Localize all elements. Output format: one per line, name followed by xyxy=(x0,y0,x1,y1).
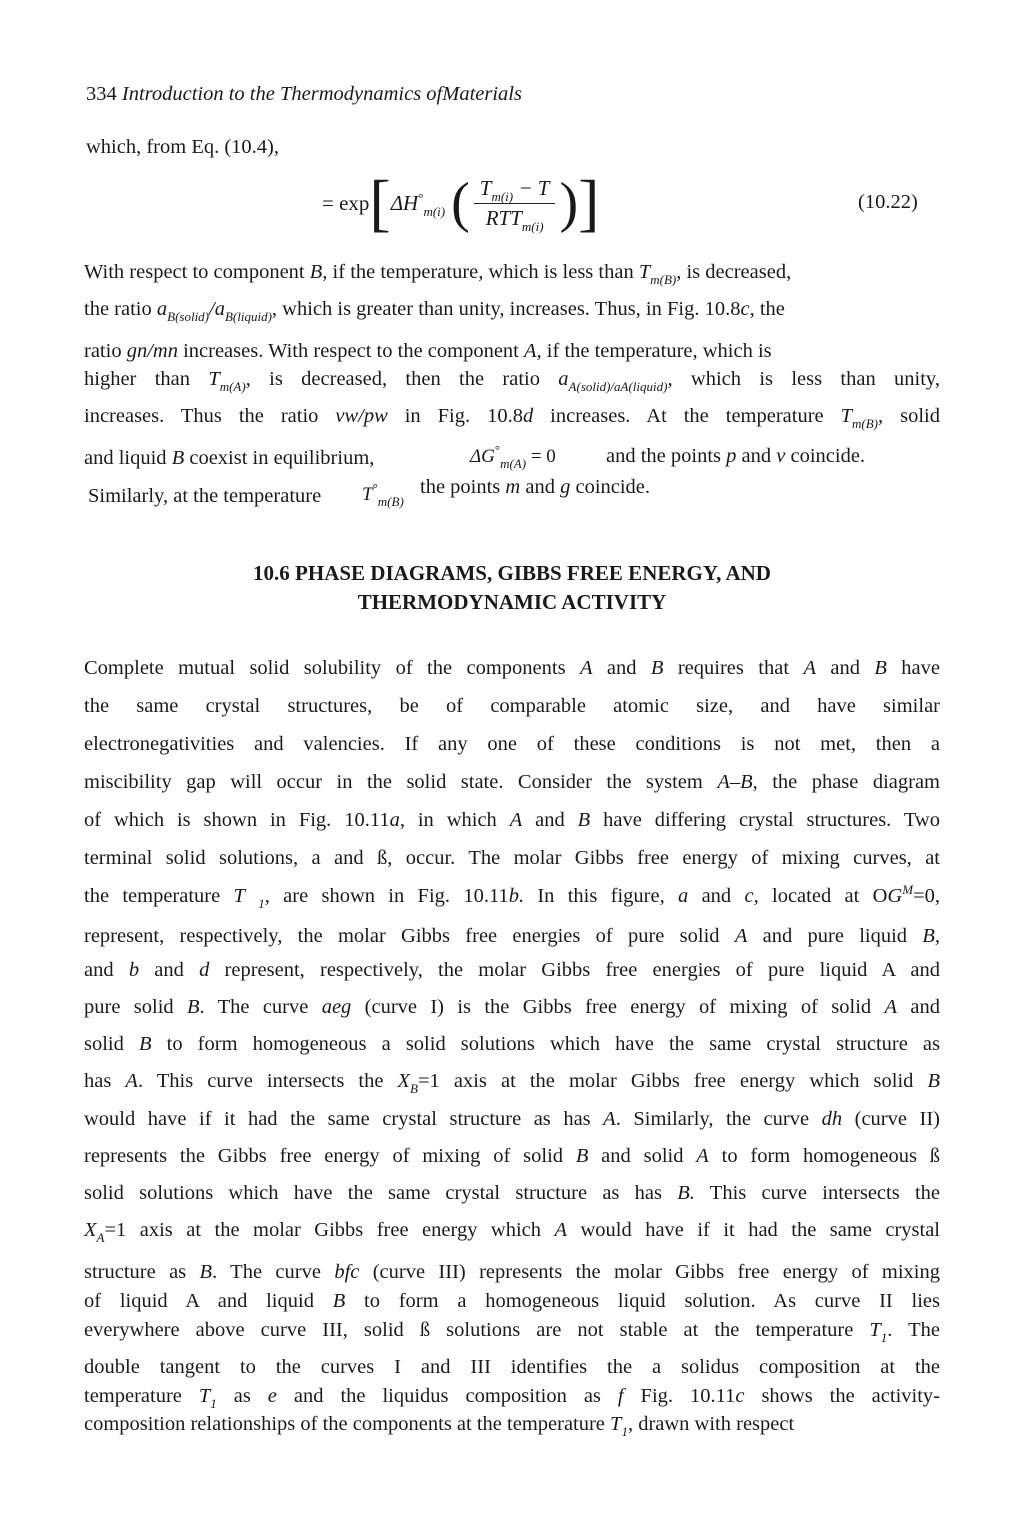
t-mb-symbol: $T^\circ_{m(B)}$ xyxy=(362,480,404,509)
right-paren: ) xyxy=(559,172,579,234)
right-bracket: ] xyxy=(578,167,600,238)
body-line: Complete mutual solid solubility of the components A and B requires that A and B have xyxy=(84,657,941,679)
equation-10-22 xyxy=(322,164,599,242)
body-line: solid B to form homogeneous a solid solutions which have the same crystal structure as xyxy=(84,1033,941,1055)
para1-line5: increases. Thus the ratio vw/pw in Fig. 10.8d increases. At the temperature $T_{m(B)}$, solid xyxy=(84,405,940,431)
para1-line3: ratio gn/mn increases. With respect to the component A, if the temperature, which is xyxy=(84,340,772,362)
body-line: $X_A=1$ axis at the molar Gibbs free energy which A would have if it had the same crystal xyxy=(84,1219,940,1245)
para1-line4: higher than $T_{m(A)}$, is decreased, then the ratio $a_{A(solid)/aA(liquid)}$, which is less than unity, xyxy=(84,368,940,394)
delta-h: $\Delta H^\circ_{m(i)}$ xyxy=(390,189,446,219)
body-line: electronegativities and valencies. If any one of these conditions is not met, then a xyxy=(84,733,940,755)
para1-line1: With respect to component B, if the temperature, which is less than $T_{m(B)}$, is decreased, xyxy=(84,261,792,287)
para1-line6: and liquid B coexist in equilibrium, xyxy=(84,447,375,469)
left-bracket: [ xyxy=(369,167,391,238)
body-line: the temperature T $_1$, are shown in Fig. 10.11b. In this figure, a and c, located at $OG^M=0$, xyxy=(84,882,940,911)
intro-line: which, from Eq. (10.4), xyxy=(86,136,279,158)
body-line: solid solutions which have the same crystal structure as has B. This curve intersects the xyxy=(84,1182,941,1204)
para1-line7: Similarly, at the temperature xyxy=(88,485,322,507)
equation-lhs: = exp xyxy=(322,190,370,215)
body-line: of which is shown in Fig. 10.11a, in which A and B have differing crystal structures. Two xyxy=(84,809,940,831)
body-line: temperature $T_1$ as e and the liquidus composition as f Fig. 10.11c shows the activity- xyxy=(84,1385,940,1411)
body-line: double tangent to the curves I and III identifies the a solidus composition at the xyxy=(84,1356,940,1378)
body-line: represents the Gibbs free energy of mixing of solid B and solid A to form homogeneous ß xyxy=(84,1145,940,1167)
body-line: miscibility gap will occur in the solid state. Consider the system A–B, the phase diagram xyxy=(84,771,940,793)
delta-g-equation: $\Delta G^\circ_{m(A)} = 0$ xyxy=(470,442,556,471)
body-line: would have if it had the same crystal structure as has A. Similarly, the curve dh (curve II) xyxy=(84,1108,940,1130)
body-line: has A. This curve intersects the $X_B=1$ axis at the molar Gibbs free energy which solid B xyxy=(84,1070,940,1096)
para1-line7-end: the points m and g coincide. xyxy=(420,476,651,498)
page-number: 334 xyxy=(86,83,117,105)
fraction xyxy=(474,175,556,234)
equation-number: (10.22) xyxy=(858,191,918,213)
body-line: composition relationships of the components at the temperature $T_1$, drawn with respect xyxy=(84,1413,795,1439)
body-line: and b and d represent, respectively, the molar Gibbs free energies of pure liquid A and xyxy=(84,959,940,981)
book-title: Introduction to the Thermodynamics ofMaterials xyxy=(121,83,522,105)
body-line: terminal solid solutions, a and ß, occur. The molar Gibbs free energy of mixing curves, at xyxy=(84,847,940,869)
body-line: structure as B. The curve bfc (curve III) represents the molar Gibbs free energy of mixing xyxy=(84,1261,941,1283)
denominator: $RTT_{m(i)}$ xyxy=(485,205,544,234)
section-heading-line1: 10.6 PHASE DIAGRAMS, GIBBS FREE ENERGY, AND xyxy=(253,561,771,585)
left-paren: ( xyxy=(451,172,470,234)
section-heading-line2: THERMODYNAMIC ACTIVITY xyxy=(357,590,667,614)
running-header xyxy=(86,84,522,105)
body-line: the same crystal structures, be of comparable atomic size, and have similar xyxy=(84,695,940,717)
body-line: pure solid B. The curve aeg (curve I) is the Gibbs free energy of mixing of solid A and xyxy=(84,996,940,1018)
body-line: represent, respectively, the molar Gibbs free energies of pure solid A and pure liquid B, xyxy=(84,925,940,947)
body-line: everywhere above curve III, solid ß solutions are not stable at the temperature $T_1$. The xyxy=(84,1319,940,1345)
numerator: $T_{m(i)} - T$ xyxy=(474,176,556,204)
para1-line2: the ratio $a_{B(solid)}/a_{B(liquid)}$, which is greater than unity, increases. Thus, in Fig. 10.8c, the xyxy=(84,298,785,324)
para1-line6-end: and the points p and v coincide. xyxy=(606,445,866,467)
body-line: of liquid A and liquid B to form a homogeneous liquid solution. As curve II lies xyxy=(84,1290,940,1312)
